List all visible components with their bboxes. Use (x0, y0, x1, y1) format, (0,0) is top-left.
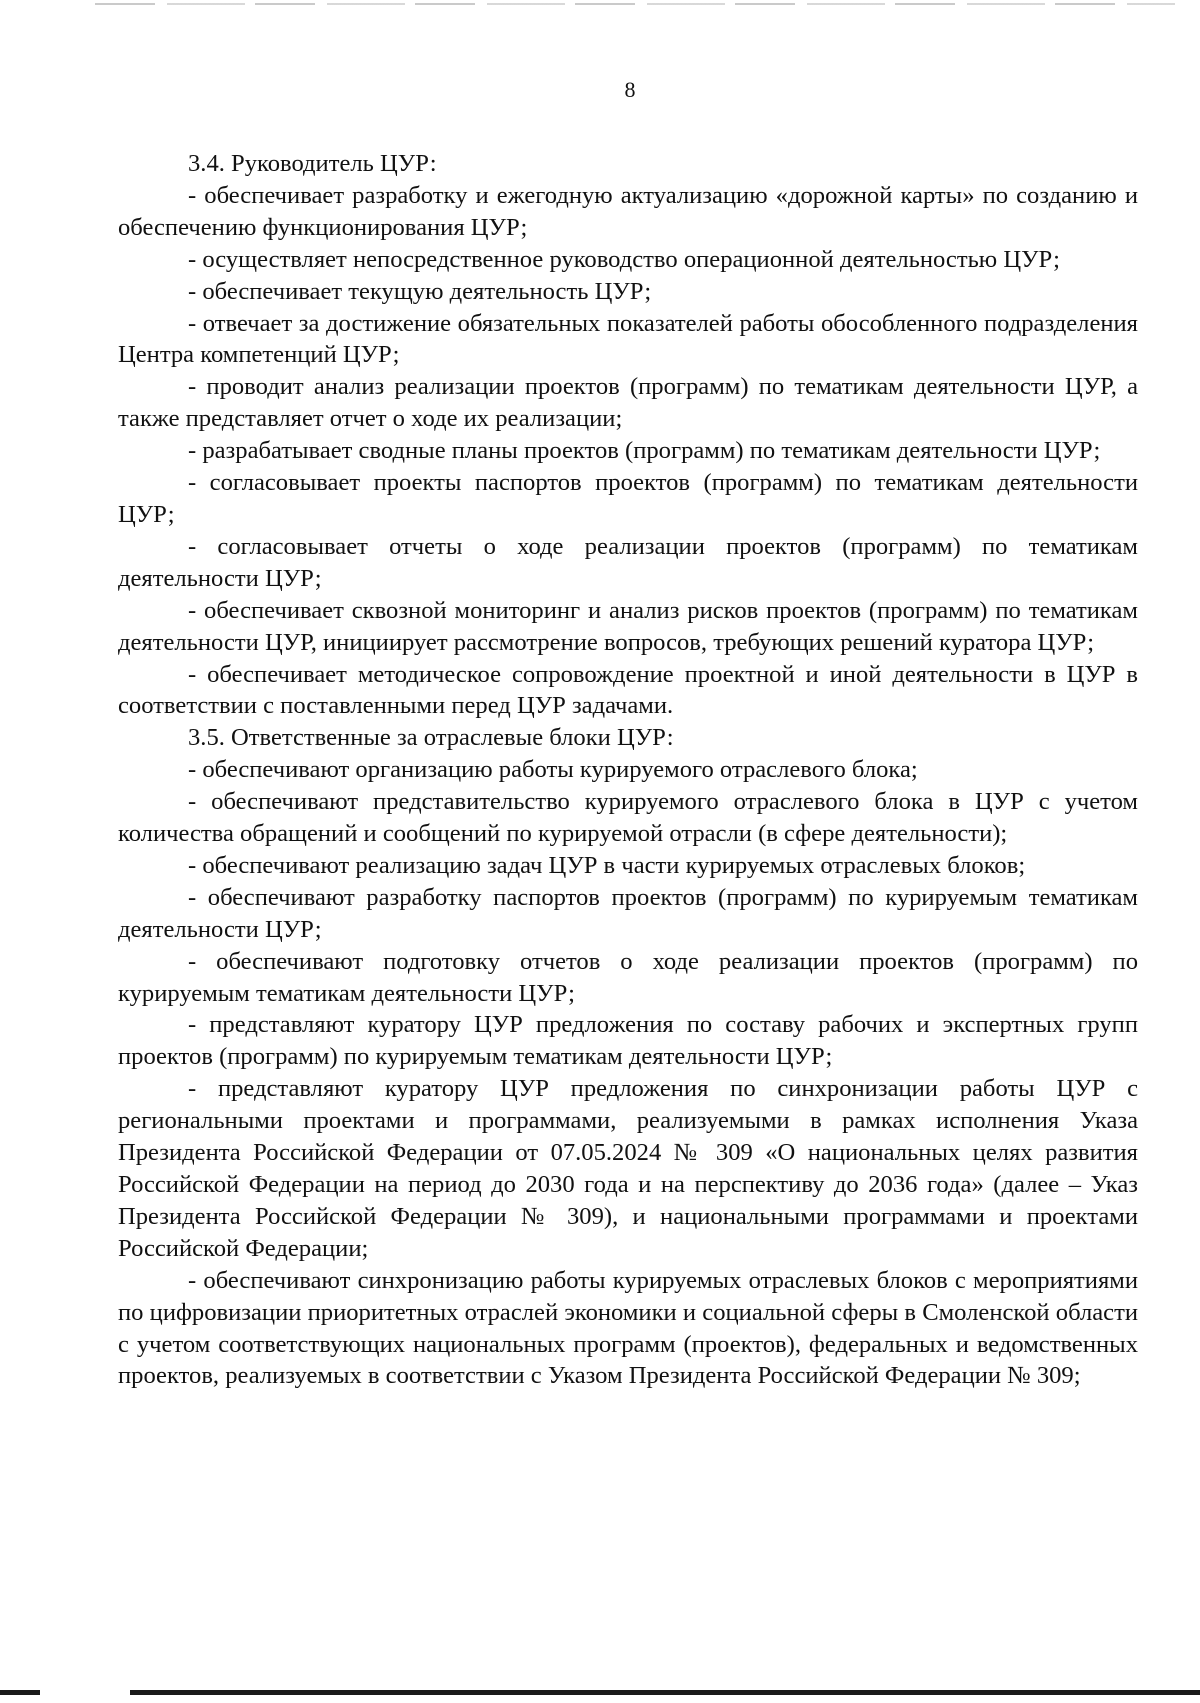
paragraph: - обеспечивают синхронизацию работы курируемых отраслевых блоков с мероприятиями по цифровизации приоритетных отраслей экономики и социальной сферы в Смоленской области с учетом соответствующих национальных программ (проектов), федеральных и ведомственных проектов, реализуемых в соответствии с Указом Президента Российской Федерации № 309; (118, 1266, 1138, 1390)
paragraph: - обеспечивает разработку и ежегодную актуализацию «дорожной карты» по созданию и обеспечению функционирования ЦУР; (118, 181, 1138, 241)
document-body (118, 148, 1138, 1392)
paragraph: - представляют куратору ЦУР предложения по синхронизации работы ЦУР с региональными проектами и программами, реализуемыми в рамках исполнения Указа Президента Российской Федерации от 07.05.2024 № 309 «О национальных целях развития Российской Федерации на период до 2030 года и на перспективу до 2036 года» (далее – Указ Президента Российской Федерации № 309), и национальными программами и проектами Российской Федерации; (118, 1075, 1138, 1262)
paragraph: - обеспечивают представительство курируемого отраслевого блока в ЦУР с учетом количества обращений и сообщений по курируемой отрасли (в сфере деятельности); (118, 788, 1138, 848)
paragraph: - обеспечивает текущую деятельность ЦУР; (188, 277, 652, 305)
paragraph: - согласовывает проекты паспортов проектов (программ) по тематикам деятельности ЦУР; (118, 469, 1138, 528)
paragraph: - обеспечивает сквозной мониторинг и анализ рисков проектов (программ) по тематикам деятельности ЦУР, инициирует рассмотрение вопросов, требующих решений куратора ЦУР; (118, 596, 1138, 656)
section-heading-3-4: 3.4. Руководитель ЦУР: (188, 150, 437, 177)
paragraph: - обеспечивают разработку паспортов проектов (программ) по курируемым тематикам деятельности ЦУР; (118, 883, 1138, 943)
paragraph: - обеспечивают подготовку отчетов о ходе реализации проектов (программ) по курируемым тематикам деятельности ЦУР; (118, 947, 1138, 1007)
paragraph: - представляют куратору ЦУР предложения по составу рабочих и экспертных групп проектов (программ) по курируемым тематикам деятельности ЦУР; (118, 1011, 1138, 1071)
paragraph: - обеспечивают организацию работы курируемого отраслевого блока; (188, 756, 918, 784)
paragraph: - проводит анализ реализации проектов (программ) по тематикам деятельности ЦУР, а также представляет отчет о ходе их реализации; (118, 373, 1138, 433)
paragraph: - разрабатывает сводные планы проектов (программ) по тематикам деятельности ЦУР; (188, 437, 1101, 465)
section-heading-3-5: 3.5. Ответственные за отраслевые блоки ЦУР: (188, 724, 674, 752)
paragraph: - обеспечивает методическое сопровождение проектной и иной деятельности в ЦУР в соответствии с поставленными перед ЦУР задачами. (118, 660, 1138, 720)
paragraph: - согласовывает отчеты о ходе реализации проектов (программ) по тематикам деятельности ЦУР; (118, 532, 1138, 592)
paragraph: - обеспечивают реализацию задач ЦУР в части курируемых отраслевых блоков; (188, 851, 1026, 879)
scan-artifact-bottom (0, 1690, 1200, 1695)
paragraph: - осуществляет непосредственное руководство операционной деятельностью ЦУР; (188, 245, 1060, 273)
scan-artifact-top (95, 3, 1175, 5)
page-number: 8 (624, 77, 636, 102)
paragraph: - отвечает за достижение обязательных показателей работы обособленного подразделения Центра компетенций ЦУР; (118, 309, 1138, 369)
